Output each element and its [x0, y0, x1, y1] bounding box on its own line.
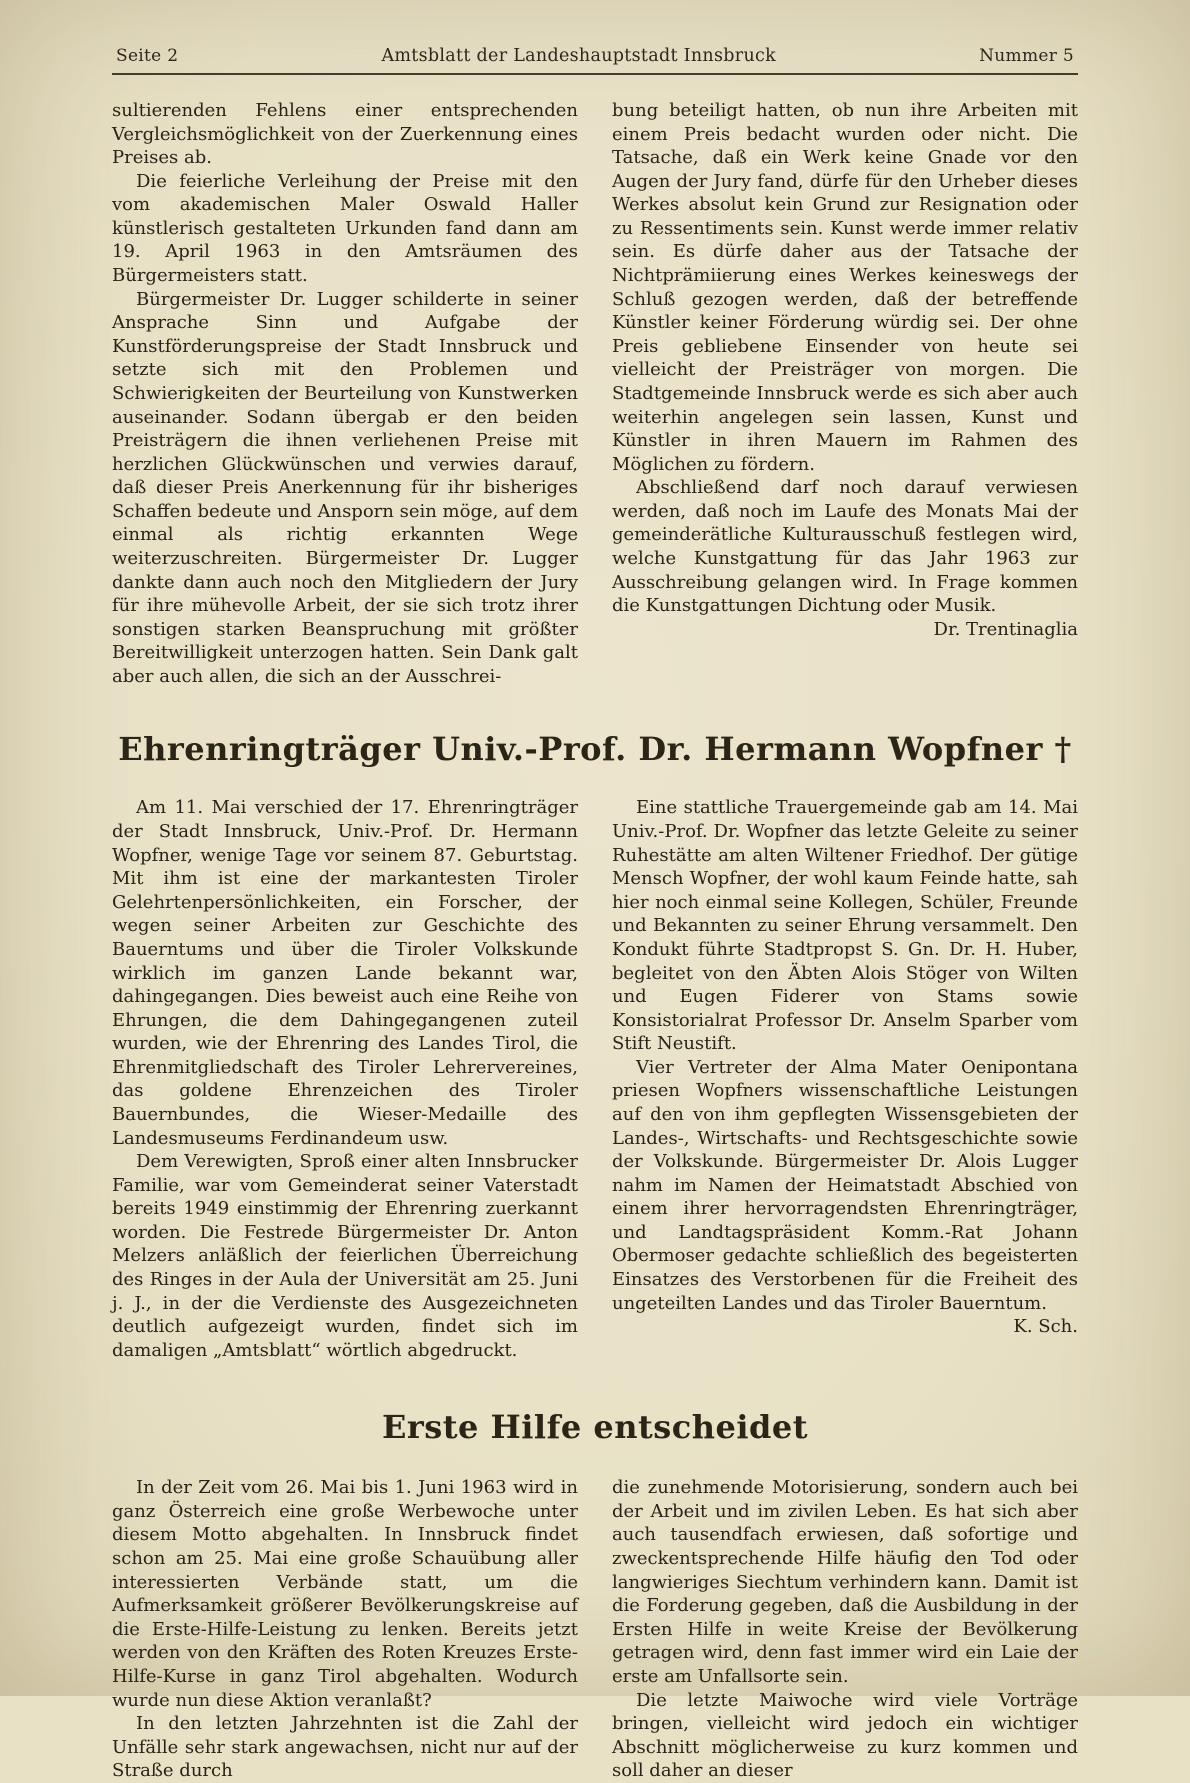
publication-title: Amtsblatt der Landeshauptstadt Innsbruck [381, 46, 777, 66]
article3-columns [112, 1476, 1078, 1783]
article2-right-column [612, 796, 1078, 1362]
paragraph: die zunehmende Motorisierung, sondern auch bei der Arbeit und im zivilen Leben. Es hat sich aber auch tausendfach erwiesen, daß sofortige und zweckentsprechende Hilfe häufig den Tod oder langwieriges Siechtum verhindern kann. Damit ist die Forderung gegeben, daß die Ausbildung in der Ersten Hilfe in weite Kreise der Bevölkerung getragen wird, denn fast immer wird ein Laie der erste am Unfallsorte sein. [612, 1477, 1078, 1687]
paragraph: Eine stattliche Trauergemeinde gab am 14. Mai Univ.-Prof. Dr. Wopfner das letzte Geleite zu seiner Ruhestätte am alten Wiltener Friedhof. Der gütige Mensch Wopfner, der wohl kaum Feinde hatte, sah hier noch einmal seine Kollegen, Schüler, Freunde und Bekannten zu seiner Ehrung versammelt. Den Kondukt führte Stadtpropst S. Gn. Dr. H. Huber, begleitet von den Äbten Alois Stöger von Wilten und Eugen Fiderer von Stams sowie Konsistorialrat Professor Dr. Anselm Sparber vom Stift Neustift. [612, 797, 1078, 1055]
header-divider [112, 73, 1078, 75]
article2-left-column [112, 796, 578, 1362]
paragraph: Bürgermeister Dr. Lugger schilderte in seiner Ansprache Sinn und Aufgabe der Kunstförderungspreise der Stadt Innsbruck und setzte sich mit den Problemen und Schwierigkeiten der Beurteilung von Kunstwerken auseinander. Sodann übergab er den beiden Preisträgern die ihnen verliehenen Preise mit herzlichen Glückwünschen und verwies darauf, daß dieser Preis Anerkennung für ihr bisheriges Schaffen bedeute und Ansporn sein möge, auf dem einmal als richtig erkannten Wege weiterzuschreiten. Bürgermeister Dr. Lugger dankte dann auch noch den Mitgliedern der Jury für ihre mühevolle Arbeit, der sie sich trotz ihrer sonstigen starken Beanspruchung mit größter Bereitwilligkeit unterzogen hatten. Sein Dank galt aber auch allen, die sich an der Ausschrei- [112, 288, 579, 687]
page-header [112, 46, 1078, 73]
paragraph-text: Vier Vertreter der Alma Mater Oenipontana priesen Wopfners wissenschaftliche Leistungen auf den von ihm gepflegten Wissensgebieten der Landes-, Wirtschafts- und Rechtsgeschichte sowie der Volkskunde. Bürgermeister Dr. Alois Lugger nahm im Namen der Heimatstadt Abschied von einem ihrer hervorragendsten Ehrenringträger, und Landtagspräsident Komm.-Rat Johann Obermoser gedachte schließlich des begeisterten Einsatzes des Verstorbenen für die Freiheit des ungeteilten Landes und das Tiroler Bauerntum. [612, 1056, 1078, 1314]
paragraph [612, 476, 1078, 640]
headline-erste-hilfe: Erste Hilfe entscheidet [381, 1408, 809, 1447]
paragraph-text: Abschließend darf noch darauf verwiesen werden, daß noch im Laufe des Monats Mai der gemeinderätliche Kulturausschuß festlegen wird, welche Kunstgattung für das Jahr 1963 zur Ausschreibung gelangen wird. In Frage kommen die Kunstgattungen Dichtung oder Musik. [612, 477, 1078, 617]
paragraph: Die feierliche Verleihung der Preise mit den vom akademischen Maler Oswald Haller künstlerisch gestalteten Urkunden fand dann am 19. April 1963 in den Amtsräumen des Bürgermeisters statt. [112, 170, 578, 287]
article3-right-column [612, 1476, 1078, 1783]
page-number: Seite 2 [116, 46, 179, 66]
article1-left-column [112, 99, 578, 688]
paragraph: In der Zeit vom 26. Mai bis 1. Juni 1963 wird in ganz Österreich eine große Werbewoche unter diesem Motto abgehalten. In Innsbruck findet schon am 25. Mai eine große Schauübung aller interessierten Verbände statt, um die Aufmerksamkeit größerer Bevölkerungskreise auf die Erste-Hilfe-Leistung zu lenken. Bereits jetzt werden von den Kräften des Roten Kreuzes Erste-Hilfe-Kurse in ganz Tirol abgehalten. Wodurch wurde nun diese Aktion veranlaßt? [112, 1477, 578, 1711]
paragraph: Am 11. Mai verschied der 17. Ehrenringträger der Stadt Innsbruck, Univ.-Prof. Dr. Hermann Wopfner, wenige Tage vor seinem 87. Geburtstag. Mit ihm ist eine der markantesten Tiroler Gelehrtenpersönlichkeiten, ein Forscher, der wegen seiner Arbeiten zur Geschichte des Bauerntums und über die Tiroler Volkskunde wirklich im ganzen Lande bekannt war, dahingegangen. Dies beweist auch eine Reihe von Ehrungen, die dem Dahingegangenen zuteil wurden, wie der Ehrenring des Landes Tirol, die Ehrenmitgliedschaft des Tiroler Lehrervereines, das goldene Ehrenzeichen des Tiroler Bauernbundes, die Wieser-Medaille des Landesmuseums Ferdinandeum usw. [112, 797, 578, 1149]
article2-columns [112, 796, 1078, 1362]
article3-left-column [112, 1476, 578, 1783]
article-erste-hilfe [112, 1476, 1078, 1783]
paragraph: sultierenden Fehlens einer entsprechenden Vergleichsmöglichkeit von der Zuerkennung eines Preises ab. [112, 100, 578, 169]
headline-wopfner-obituary: Ehrenringträger Univ.-Prof. Dr. Hermann Wopfner † [118, 730, 1072, 769]
paragraph: bung beteiligt hatten, ob nun ihre Arbeiten mit einem Preis bedacht wurden oder nicht. Die Tatsache, daß ein Werk keine Gnade vor den Augen der Jury fand, dürfe für den Urheber dieses Werkes absolut kein Grund zur Resignation oder zu Ressentiments sein. Kunst werde immer relativ sein. Es dürfe daher aus der Tatsache der Nichtprämiierung eines Werkes keineswegs der Schluß gezogen werden, daß der betreffende Künstler keiner Förderung würdig sei. Der ohne Preis gebliebene Einsender von heute sei vielleicht der Preisträger von morgen. Die Stadtgemeinde Innsbruck werde es sich aber auch weiterhin angelegen sein lassen, Kunst und Künstler in ihren Mauern im Rahmen des Möglichen zu fördern. [612, 100, 1078, 475]
article1-right-column [612, 99, 1078, 688]
paragraph: In den letzten Jahrzehnten ist die Zahl der Unfälle sehr stark angewachsen, nicht nur auf der Straße durch [112, 1713, 578, 1782]
article1-columns [112, 99, 1078, 688]
article-kunstfoerderungspreise [112, 99, 1078, 688]
issue-number: Nummer 5 [979, 46, 1074, 66]
paragraph [612, 1056, 1078, 1338]
paragraph: Dem Verewigten, Sproß einer alten Innsbrucker Familie, war vom Gemeinderat seiner Vaterstadt bereits 1949 einstimmig der Ehrenring zuerkannt worden. Die Festrede Bürgermeister Dr. Anton Melzers anläßlich der feierlichen Überreichung des Ringes in der Aula der Universität am 25. Juni j. J., in der die Verdienste des Ausgezeichneten deutlich aufgezeigt wurden, findet sich im damaligen „Amtsblatt“ wörtlich abgedruckt. [112, 1151, 578, 1361]
author-signature: K. Sch. [1013, 1316, 1078, 1338]
author-signature: Dr. Trentinaglia [933, 618, 1078, 640]
article-wopfner-obituary [112, 796, 1078, 1362]
paragraph: Die letzte Maiwoche wird viele Vorträge bringen, vielleicht wird jedoch ein wichtiger Abschnitt möglicherweise zu kurz kommen und soll daher an dieser [612, 1689, 1078, 1782]
